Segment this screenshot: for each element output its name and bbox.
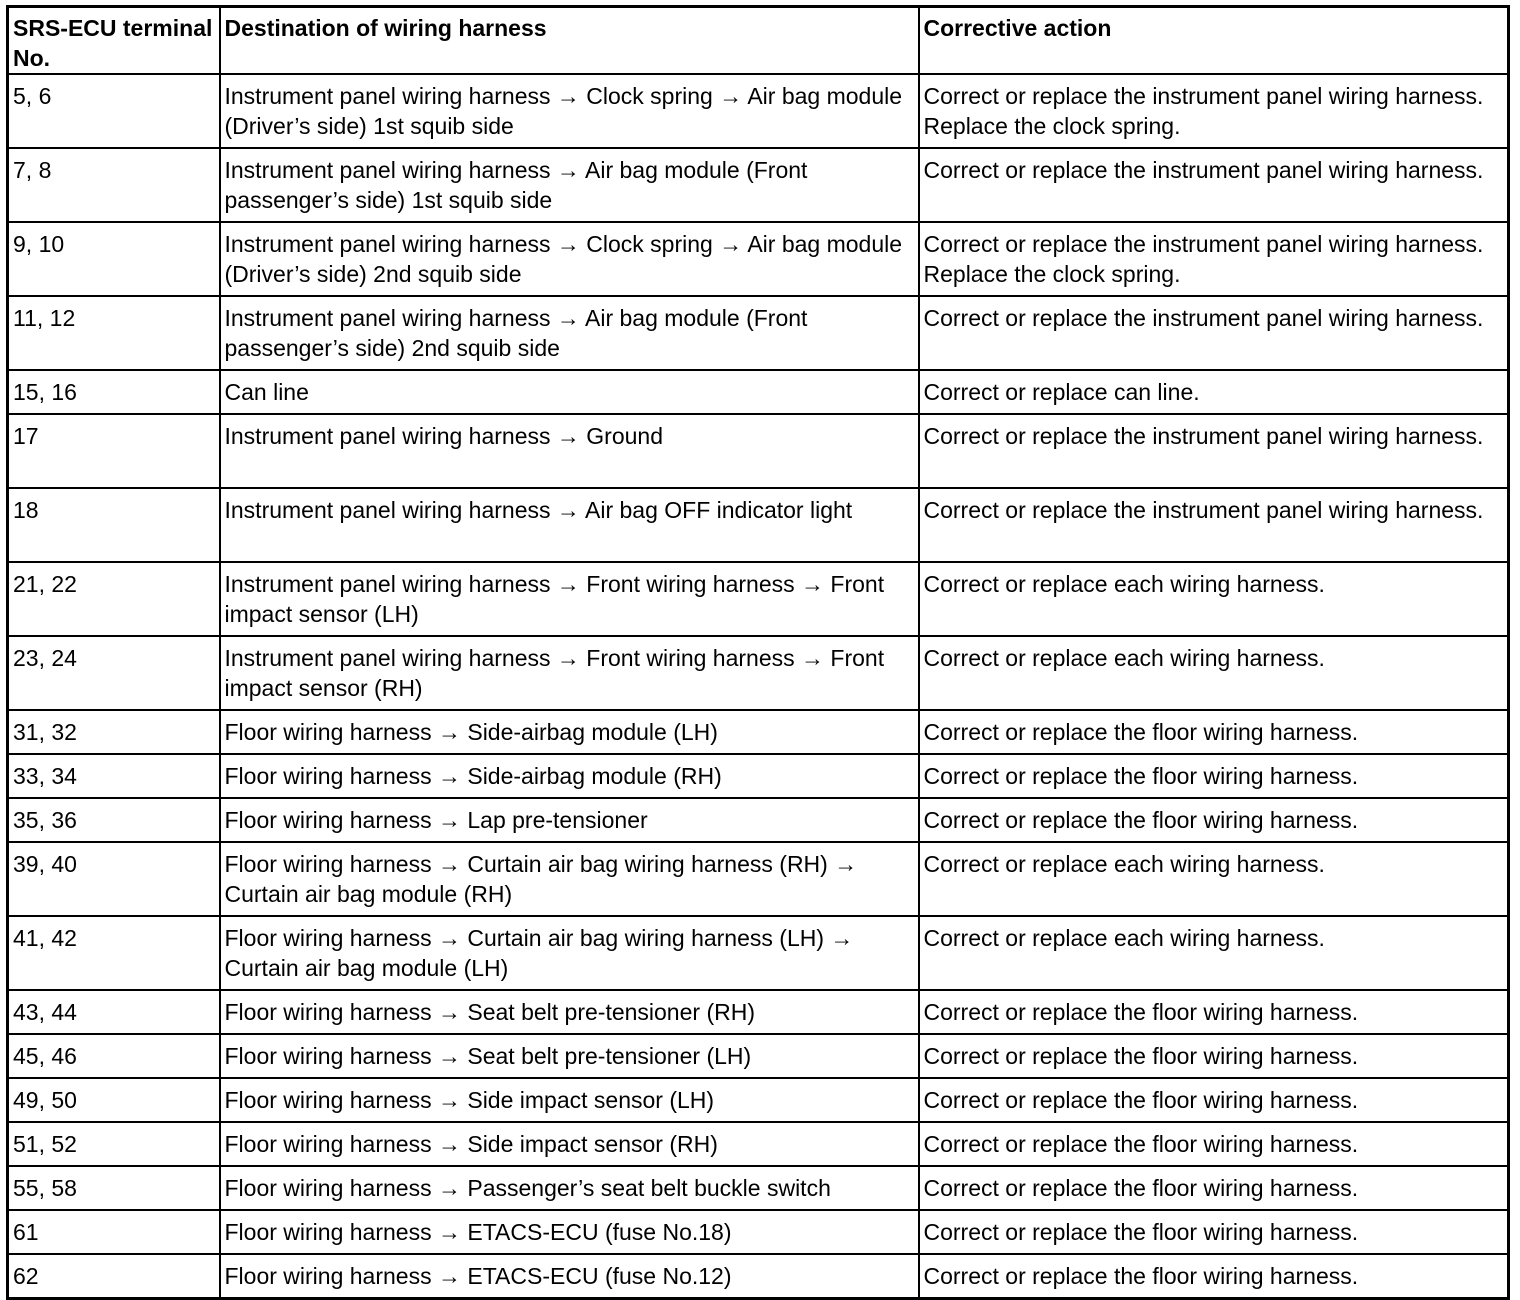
terminal-cell: 18: [8, 488, 220, 562]
table-row: [8, 370, 1509, 414]
corrective-action-cell: Correct or replace the instrument panel wiring harness.: [919, 296, 1509, 370]
header-destination: Destination of wiring harness: [220, 7, 919, 75]
table-row: [8, 798, 1509, 842]
table-row: [8, 1166, 1509, 1210]
table-row: [8, 488, 1509, 562]
corrective-action-cell: Correct or replace the floor wiring harness.: [919, 1210, 1509, 1254]
terminal-cell: 7, 8: [8, 148, 220, 222]
corrective-action-cell: Correct or replace the floor wiring harness.: [919, 1078, 1509, 1122]
table-row: [8, 414, 1509, 488]
table-row: [8, 754, 1509, 798]
table-row: [8, 1254, 1509, 1299]
srs-ecu-terminal-table: [6, 5, 1510, 1300]
destination-cell: Floor wiring harness → Side impact sensor (RH): [220, 1122, 919, 1166]
terminal-cell: 21, 22: [8, 562, 220, 636]
corrective-action-cell: Correct or replace the floor wiring harness.: [919, 1166, 1509, 1210]
corrective-action-cell: Correct or replace the floor wiring harness.: [919, 990, 1509, 1034]
destination-cell: Floor wiring harness → Curtain air bag wiring harness (LH) → Curtain air bag module (LH): [220, 916, 919, 990]
destination-cell: Can line: [220, 370, 919, 414]
table-row: [8, 1122, 1509, 1166]
table-row: [8, 1034, 1509, 1078]
terminal-cell: 62: [8, 1254, 220, 1299]
destination-cell: Instrument panel wiring harness → Clock spring → Air bag module (Driver’s side) 2nd squib side: [220, 222, 919, 296]
table-row: [8, 1078, 1509, 1122]
terminal-cell: 9, 10: [8, 222, 220, 296]
destination-cell: Floor wiring harness → ETACS-ECU (fuse No.18): [220, 1210, 919, 1254]
destination-cell: Floor wiring harness → Passenger’s seat belt buckle switch: [220, 1166, 919, 1210]
corrective-action-cell: Correct or replace the instrument panel wiring harness.: [919, 488, 1509, 562]
corrective-action-cell: Correct or replace the instrument panel wiring harness. Replace the clock spring.: [919, 74, 1509, 148]
terminal-cell: 61: [8, 1210, 220, 1254]
table-row: [8, 916, 1509, 990]
table-row: [8, 1210, 1509, 1254]
corrective-action-cell: Correct or replace the floor wiring harness.: [919, 1122, 1509, 1166]
table-row: [8, 222, 1509, 296]
terminal-cell: 43, 44: [8, 990, 220, 1034]
corrective-action-cell: Correct or replace the floor wiring harness.: [919, 1254, 1509, 1299]
corrective-action-cell: Correct or replace each wiring harness.: [919, 636, 1509, 710]
table-row: [8, 710, 1509, 754]
terminal-cell: 45, 46: [8, 1034, 220, 1078]
destination-cell: Instrument panel wiring harness → Air bag module (Front passenger’s side) 2nd squib side: [220, 296, 919, 370]
destination-cell: Floor wiring harness → Side-airbag module (LH): [220, 710, 919, 754]
destination-cell: Instrument panel wiring harness → Front wiring harness → Front impact sensor (RH): [220, 636, 919, 710]
table-body: [8, 74, 1509, 1299]
terminal-cell: 55, 58: [8, 1166, 220, 1210]
corrective-action-cell: Correct or replace the floor wiring harness.: [919, 710, 1509, 754]
destination-cell: Floor wiring harness → Seat belt pre-tensioner (RH): [220, 990, 919, 1034]
terminal-cell: 23, 24: [8, 636, 220, 710]
destination-cell: Instrument panel wiring harness → Front wiring harness → Front impact sensor (LH): [220, 562, 919, 636]
table-row: [8, 74, 1509, 148]
destination-cell: Floor wiring harness → Lap pre-tensioner: [220, 798, 919, 842]
terminal-cell: 5, 6: [8, 74, 220, 148]
terminal-cell: 11, 12: [8, 296, 220, 370]
destination-cell: Instrument panel wiring harness → Ground: [220, 414, 919, 488]
table-row: [8, 148, 1509, 222]
header-row: [8, 7, 1509, 75]
table-row: [8, 562, 1509, 636]
corrective-action-cell: Correct or replace the instrument panel wiring harness.: [919, 148, 1509, 222]
header-terminal: SRS-ECU terminal No.: [8, 7, 220, 75]
table-row: [8, 990, 1509, 1034]
terminal-cell: 15, 16: [8, 370, 220, 414]
corrective-action-cell: Correct or replace the instrument panel wiring harness. Replace the clock spring.: [919, 222, 1509, 296]
destination-cell: Instrument panel wiring harness → Clock spring → Air bag module (Driver’s side) 1st squib side: [220, 74, 919, 148]
header-corrective-action: Corrective action: [919, 7, 1509, 75]
corrective-action-cell: Correct or replace the floor wiring harness.: [919, 798, 1509, 842]
corrective-action-cell: Correct or replace the floor wiring harness.: [919, 1034, 1509, 1078]
table-row: [8, 636, 1509, 710]
terminal-cell: 33, 34: [8, 754, 220, 798]
destination-cell: Floor wiring harness → Side impact sensor (LH): [220, 1078, 919, 1122]
corrective-action-cell: Correct or replace each wiring harness.: [919, 916, 1509, 990]
table-row: [8, 842, 1509, 916]
terminal-cell: 39, 40: [8, 842, 220, 916]
corrective-action-cell: Correct or replace each wiring harness.: [919, 562, 1509, 636]
terminal-cell: 41, 42: [8, 916, 220, 990]
destination-cell: Floor wiring harness → Seat belt pre-tensioner (LH): [220, 1034, 919, 1078]
table-row: [8, 296, 1509, 370]
terminal-cell: 49, 50: [8, 1078, 220, 1122]
corrective-action-cell: Correct or replace the instrument panel wiring harness.: [919, 414, 1509, 488]
destination-cell: Instrument panel wiring harness → Air bag module (Front passenger’s side) 1st squib side: [220, 148, 919, 222]
corrective-action-cell: Correct or replace each wiring harness.: [919, 842, 1509, 916]
terminal-cell: 17: [8, 414, 220, 488]
destination-cell: Floor wiring harness → Curtain air bag wiring harness (RH) → Curtain air bag module (RH): [220, 842, 919, 916]
destination-cell: Floor wiring harness → Side-airbag module (RH): [220, 754, 919, 798]
terminal-cell: 31, 32: [8, 710, 220, 754]
destination-cell: Instrument panel wiring harness → Air bag OFF indicator light: [220, 488, 919, 562]
corrective-action-cell: Correct or replace can line.: [919, 370, 1509, 414]
corrective-action-cell: Correct or replace the floor wiring harness.: [919, 754, 1509, 798]
terminal-cell: 35, 36: [8, 798, 220, 842]
terminal-cell: 51, 52: [8, 1122, 220, 1166]
destination-cell: Floor wiring harness → ETACS-ECU (fuse No.12): [220, 1254, 919, 1299]
